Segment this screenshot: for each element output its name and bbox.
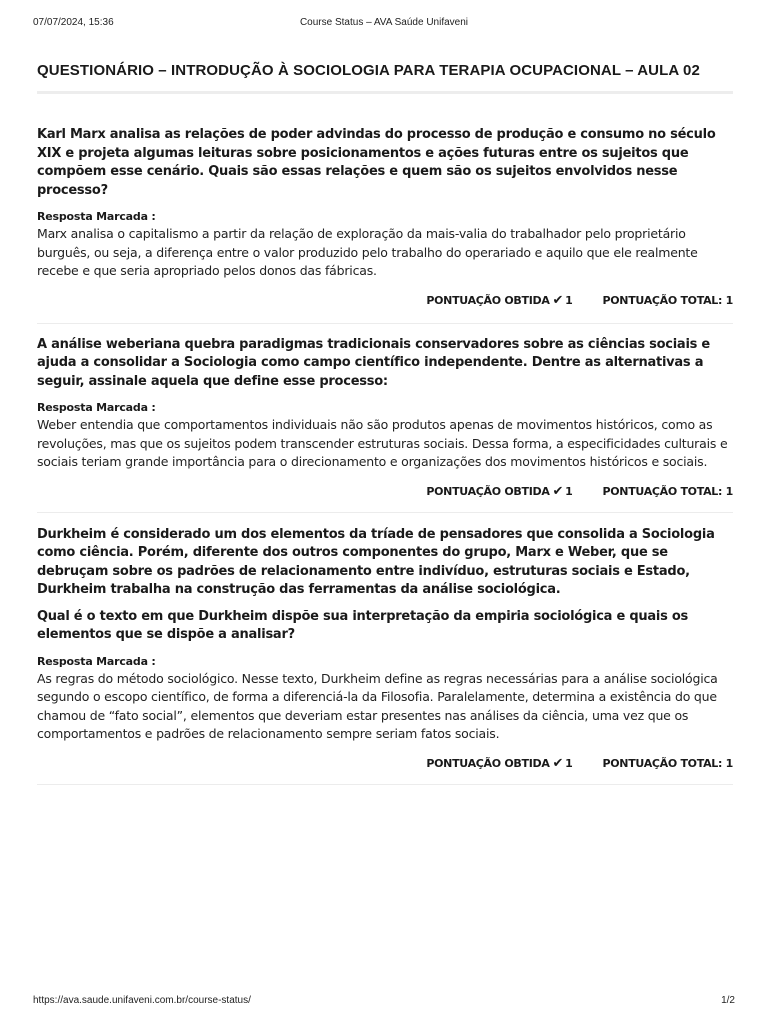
print-url: https://ava.saude.unifaveni.com.br/course-status/	[33, 995, 251, 1006]
page-title: QUESTIONÁRIO – INTRODUÇÃO À SOCIOLOGIA PARA TERAPIA OCUPACIONAL – AULA 02	[37, 62, 700, 79]
print-page-number: 1/2	[721, 995, 735, 1006]
score-total	[602, 294, 733, 307]
answer-label: Resposta Marcada :	[37, 210, 156, 223]
print-page-title: Course Status – AVA Saúde Unifaveni	[299, 17, 469, 28]
question-prompt: Qual é o texto em que Durkheim dispõe sua interpretação da empiria sociológica e quais os elementos que se dispõe a analisar?	[37, 608, 689, 642]
score-obtained	[426, 485, 572, 498]
score-obtained-label: PONTUAÇÃO OBTIDA	[426, 757, 550, 770]
score-total-label: PONTUAÇÃO TOTAL:	[602, 757, 723, 770]
answer-text: Marx analisa o capitalismo a partir da relação de exploração da mais-valia do trabalhador pelo proprietário burguês, ou seja, a diferença entre o valor produzido pelo trabalho do operariado e aquilo que ele realmente recebe e que seria apropriado pelos donos das fábricas.	[37, 226, 698, 278]
print-header	[33, 17, 735, 31]
score-obtained-value: 1	[565, 294, 573, 307]
score-total	[602, 485, 733, 498]
question-item	[37, 94, 733, 324]
score-total	[602, 757, 733, 770]
score-obtained	[426, 757, 572, 770]
answer-text: Weber entendia que comportamentos individuais não são produtos apenas de movimentos históricos, como as revoluções, mas que os sujeitos podem transcender estruturas sociais. Dessa forma, a especificidades culturais e sociais teriam grande importância para o direcionamento e organizações dos movimentos históricos e sociais.	[37, 417, 728, 469]
score-total-value: 1	[725, 485, 733, 498]
answer-label: Resposta Marcada :	[37, 401, 156, 414]
check-icon: ✔	[552, 483, 564, 499]
question-item	[37, 513, 733, 785]
print-footer	[33, 995, 735, 1009]
score-row	[37, 293, 733, 309]
score-row	[37, 484, 733, 500]
score-total-label: PONTUAÇÃO TOTAL:	[602, 485, 723, 498]
score-obtained-value: 1	[565, 485, 573, 498]
question-text: Durkheim é considerado um dos elementos da tríade de pensadores que consolida a Sociologia como ciência. Porém, diferente dos outros componentes do grupo, Marx e Weber, que se debruçam sobre os padrões de relacionamento entre indivíduo, estruturas sociais e Estado, Durkheim trabalha na construção das ferramentas da análise sociológica.	[37, 526, 715, 597]
main-content	[37, 60, 733, 785]
score-row	[37, 756, 733, 772]
score-obtained-label: PONTUAÇÃO OBTIDA	[426, 485, 550, 498]
question-text: A análise weberiana quebra paradigmas tradicionais conservadores sobre as ciências sociais e ajuda a consolidar a Sociologia como campo científico independente. Dentre as alternativas a seguir, assinale aquela que define esse processo:	[37, 336, 710, 389]
question-text: Karl Marx analisa as relações de poder advindas do processo de produção e consumo no século XIX e projeta algumas leituras sobre posicionamentos e ações futuras entre os sujeitos que compõem esse cenário. Quais são essas relações e quem são os sujeitos envolvidos nesse processo?	[37, 127, 716, 198]
score-obtained-label: PONTUAÇÃO OBTIDA	[426, 294, 550, 307]
check-icon: ✔	[552, 755, 564, 771]
score-total-label: PONTUAÇÃO TOTAL:	[602, 294, 723, 307]
score-obtained	[426, 294, 572, 307]
score-total-value: 1	[725, 294, 733, 307]
print-datetime: 07/07/2024, 15:36	[33, 17, 114, 28]
answer-text: As regras do método sociológico. Nesse texto, Durkheim define as regras necessárias para a análise sociológica segundo o escopo científico, de forma a diferenciá-la da Filosofia. Paralelamente, determina a existência do que chamou de “fato social”, elementos que deveriam estar presentes nas análises da ciência, uma vez que os comportamentos e padrões de relacionamento sempre seriam fatos sociais.	[37, 670, 718, 741]
score-total-value: 1	[725, 757, 733, 770]
answer-label: Resposta Marcada :	[37, 654, 156, 668]
question-item	[37, 324, 733, 513]
score-obtained-value: 1	[565, 757, 573, 770]
check-icon: ✔	[552, 292, 564, 308]
